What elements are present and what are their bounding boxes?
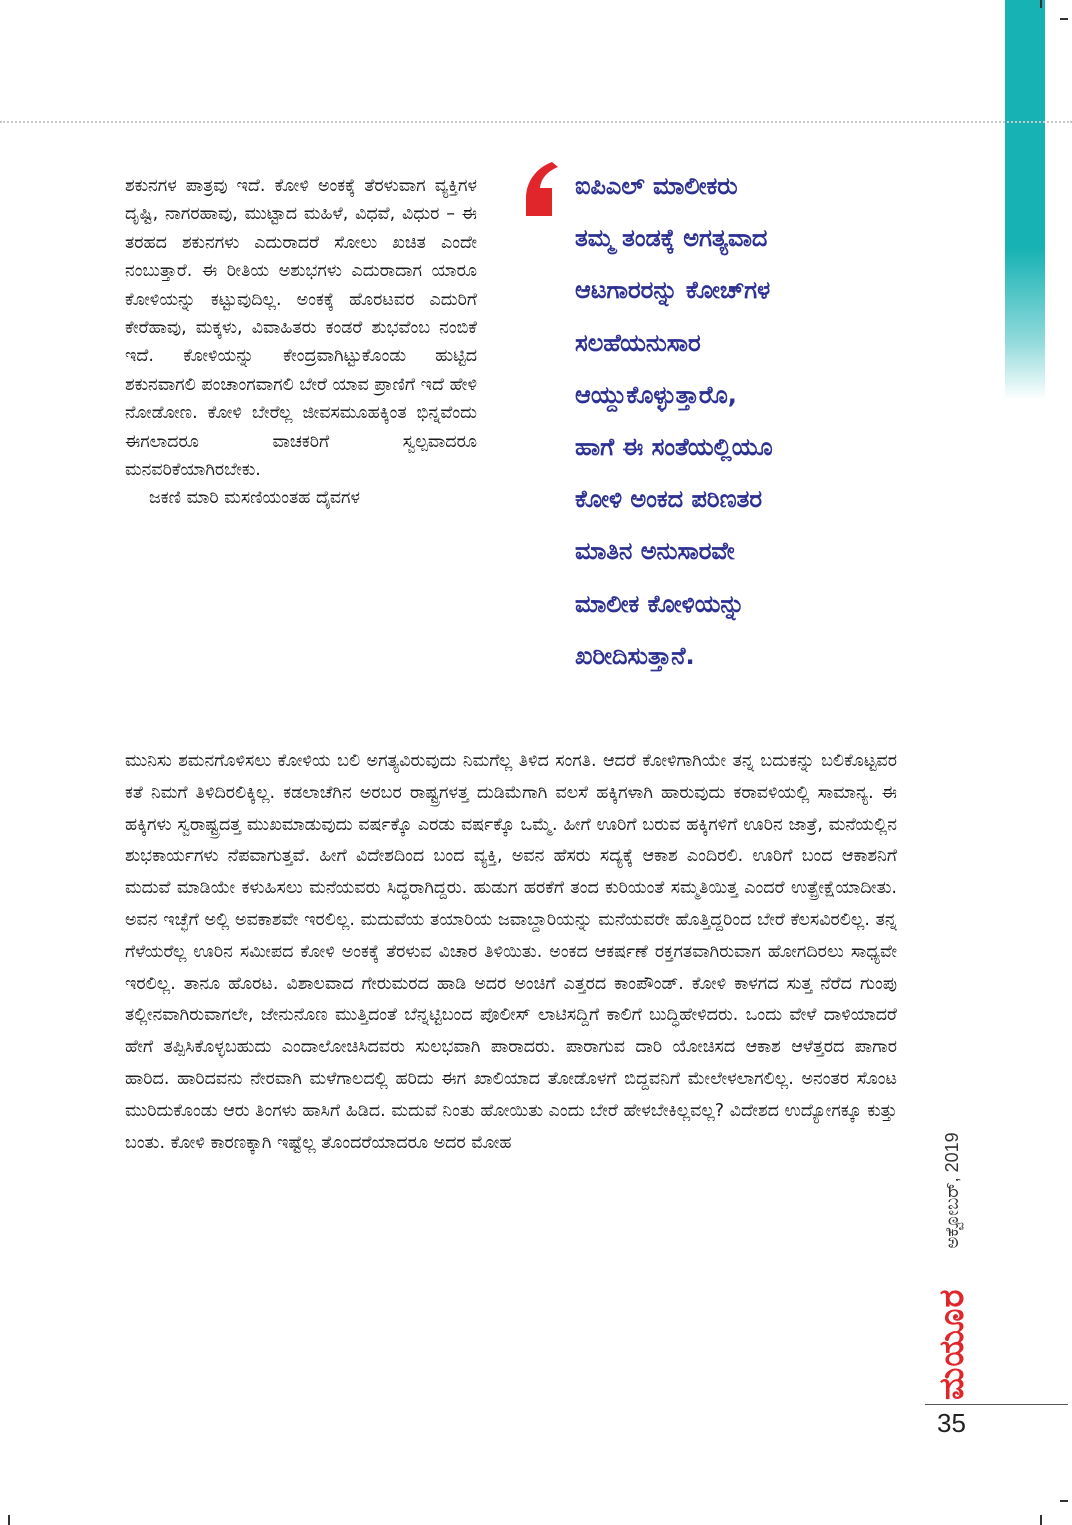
pull-quote-line: ಖರೀದಿಸುತ್ತಾನೆ.: [575, 641, 695, 670]
pull-quote-line: ಐಪಿಎಲ್ ಮಾಲೀಕರು: [575, 172, 738, 200]
pull-quote-line: ಸಲಹೆಯನುಸಾರ: [575, 328, 701, 357]
page-number: 35: [937, 1408, 966, 1438]
pull-quote-line: ಹಾಗೆ ಈ ಸಂತೆಯಲ್ಲಿಯೂ: [575, 433, 773, 462]
edge-color-band: [1005, 0, 1045, 400]
pull-quote-line: ಕೋಳಿ ಅಂಕದ ಪರಿಣತರ: [575, 485, 763, 514]
crop-mark-bottom: [1040, 1515, 1042, 1525]
left-text-column: [125, 172, 477, 513]
running-footer-vertical: [932, 1132, 972, 1400]
paragraph-start: ಜಕಣಿ ಮಾರಿ ಮಸಣಿಯಂತಹ ದೈವಗಳ: [149, 488, 361, 509]
magazine-brand: ಮಯೂರ: [932, 1288, 972, 1400]
paragraph: ಶಕುನಗಳ ಪಾತ್ರವು ಇದೆ. ಕೋಳಿ ಅಂಕಕ್ಕೆ ತೆರಳುವಾಗ ವ್ಯಕ್ತಿಗಳ ದೃಷ್ಟಿ, ನಾಗರಹಾವು, ಮುಟ್ಟಾದ ಮಹಿಳೆ, ವಿಧವೆ, ವಿಧುರ – ಈ ತರಹದ ಶಕುನಗಳು ಎದುರಾದರೆ ಸೋಲು ಖಚಿತ ಎಂದೇ ನಂಬುತ್ತಾರೆ. ಈ ರೀತಿಯ ಅಶುಭಗಳು ಎದುರಾದಾಗ ಯಾರೂ ಕೋಳಿಯನ್ನು ಕಟ್ಟುವುದಿಲ್ಲ. ಅಂಕಕ್ಕೆ ಹೊರಟವರ ಎದುರಿಗೆ ಕೇರೆಹಾವು, ಮಕ್ಕಳು, ವಿವಾಹಿತರು ಕಂಡರೆ ಶುಭವೆಂಬ ನಂಬಿಕೆ ಇದೆ. ಕೋಳಿಯನ್ನು ಕೇಂದ್ರವಾಗಿಟ್ಟುಕೊಂಡು ಹುಟ್ಟಿದ ಶಕುನವಾಗಲಿ ಪಂಚಾಂಗವಾಗಲಿ ಬೇರೆ ಯಾವ ಪ್ರಾಣಿಗೆ ಇದೆ ಹೇಳಿ ನೋಡೋಣ. ಕೋಳಿ ಬೇರೆಲ್ಲ ಜೀವಸಮೂಹಕ್ಕಿಂತ ಭಿನ್ನವೆಂದು ಈಗಲಾದರೂ ವಾಚಕರಿಗೆ ಸ್ವಲ್ಪವಾದರೂ ಮನವರಿಕೆಯಾಗಿರಬೇಕು.: [125, 176, 477, 481]
body-text-wide: [125, 746, 897, 1159]
quote-mark-icon: [522, 160, 566, 218]
crop-mark-top: [1040, 0, 1042, 8]
pull-quote-line: ಮಾತಿನ ಅನುಸಾರವೇ: [575, 537, 735, 566]
crop-mark-top-dash: [1060, 18, 1068, 20]
paragraph-continued: ಮುನಿಸು ಶಮನಗೊಳಿಸಲು ಕೋಳಿಯ ಬಲಿ ಅಗತ್ಯವಿರುವುದು ನಿಮಗೆಲ್ಲ ತಿಳಿದ ಸಂಗತಿ. ಆದರೆ ಕೋಳಿಗಾಗಿಯೇ ತನ್ನ ಬದುಕನ್ನು ಬಲಿಕೊಟ್ಟವರ ಕತೆ ನಿಮಗೆ ತಿಳಿದಿರಲಿಕ್ಕಿಲ್ಲ. ಕಡಲಾಚೆಗಿನ ಅರಬರ ರಾಷ್ಟ್ರಗಳತ್ತ ದುಡಿಮೆಗಾಗಿ ವಲಸೆ ಹಕ್ಕಿಗಳಾಗಿ ಹಾರುವುದು ಕರಾವಳಿಯಲ್ಲಿ ಸಾಮಾನ್ಯ. ಈ ಹಕ್ಕಿಗಳು ಸ್ವರಾಷ್ಟ್ರದತ್ತ ಮುಖಮಾಡುವುದು ವರ್ಷಕ್ಕೊ ಎರಡು ವರ್ಷಕ್ಕೊ ಒಮ್ಮೆ. ಹೀಗೆ ಊರಿಗೆ ಬರುವ ಹಕ್ಕಿಗಳಿಗೆ ಊರಿನ ಜಾತ್ರೆ, ಮನೆಯಲ್ಲಿನ ಶುಭಕಾರ್ಯಗಳು ನೆಪವಾಗುತ್ತವೆ. ಹೀಗೆ ವಿದೇಶದಿಂದ ಬಂದ ವ್ಯಕ್ತಿ, ಅವನ ಹೆಸರು ಸದ್ಯಕ್ಕೆ ಆಕಾಶ ಎಂದಿರಲಿ. ಊರಿಗೆ ಬಂದ ಆಕಾಶನಿಗೆ ಮದುವೆ ಮಾಡಿಯೇ ಕಳುಹಿಸಲು ಮನೆಯವರು ಸಿದ್ಧರಾಗಿದ್ದರು. ಹುಡುಗ ಹರಕೆಗೆ ತಂದ ಕುರಿಯಂತೆ ಸಮ್ಮತಿಯಿತ್ತ ಎಂದರೆ ಉತ್ಪ್ರೇಕ್ಷೆಯಾದೀತು. ಅವನ ಇಚ್ಛೆಗೆ ಅಲ್ಲಿ ಅವಕಾಶವೇ ಇರಲಿಲ್ಲ. ಮದುವೆಯ ತಯಾರಿಯ ಜವಾಬ್ದಾರಿಯನ್ನು ಮನೆಯವರೇ ಹೊತ್ತಿದ್ದರಿಂದ ಬೇರೆ ಕೆಲಸವಿರಲಿಲ್ಲ. ತನ್ನ ಗೆಳೆಯರೆಲ್ಲ ಊರಿನ ಸಮೀಪದ ಕೋಳಿ ಅಂಕಕ್ಕೆ ತೆರಳುವ ವಿಚಾರ ತಿಳಿಯಿತು. ಅಂಕದ ಆಕರ್ಷಣೆ ರಕ್ತಗತವಾಗಿರುವಾಗ ಹೋಗದಿರಲು ಸಾಧ್ಯವೇ ಇರಲಿಲ್ಲ. ತಾನೂ ಹೊರಟ. ವಿಶಾಲವಾದ ಗೇರುಮರದ ಹಾಡಿ ಅದರ ಅಂಚಿಗೆ ಎತ್ತರದ ಕಾಂಪೌಂಡ್. ಕೋಳಿ ಕಾಳಗದ ಸುತ್ತ ನೆರೆದ ಗುಂಪು ತಲ್ಲೀನವಾಗಿರುವಾಗಲೇ, ಜೇನುನೊಣ ಮುತ್ತಿದಂತೆ ಬೆನ್ನಟ್ಟಿಬಂದ ಪೊಲೀಸ್ ಲಾಟಿಸದ್ದಿಗೆ ಕಾಲಿಗೆ ಬುದ್ಧಿಹೇಳಿದರು. ಒಂದು ವೇಳೆ ದಾಳಿಯಾದರೆ ಹೇಗೆ ತಪ್ಪಿಸಿಕೊಳ್ಳಬಹುದು ಎಂದಾಲೋಚಿಸಿದವರು ಸುಲಭವಾಗಿ ಪಾರಾದರು. ಪಾರಾಗುವ ದಾರಿ ಯೋಚಿಸದ ಆಕಾಶ ಆಳೆತ್ತರದ ಪಾಗಾರ ಹಾರಿದ. ಹಾರಿದವನು ನೇರವಾಗಿ ಮಳೆಗಾಲದಲ್ಲಿ ಹರಿದು ಈಗ ಖಾಲಿಯಾದ ತೋಡೊಳಗೆ ಬಿದ್ದವನಿಗೆ ಮೇಲೇಳಲಾಗಲಿಲ್ಲ. ಅನಂತರ ಸೊಂಟ ಮುರಿದುಕೊಂಡು ಆರು ತಿಂಗಳು ಹಾಸಿಗೆ ಹಿಡಿದ. ಮದುವೆ ನಿಂತು ಹೋಯಿತು ಎಂದು ಬೇರೆ ಹೇಳಬೇಕಿಲ್ಲವಲ್ಲ? ವಿದೇಶದ ಉದ್ಯೋಗಕ್ಕೂ ಕುತ್ತು ಬಂತು. ಕೋಳಿ ಕಾರಣಕ್ಕಾಗಿ ಇಷ್ಟೆಲ್ಲ ತೊಂದರೆಯಾದರೂ ಅದರ ಮೋಹ: [125, 751, 897, 1153]
pull-quote-line: ಆಯ್ದುಕೊಳ್ಳುತ್ತಾರೊ,: [575, 380, 737, 409]
pull-quote-line: ಆಟಗಾರರನ್ನು ಕೋಚ್‌ಗಳ: [575, 276, 771, 305]
folio-rule: [925, 1404, 1068, 1405]
crop-mark-bottom-left: [8, 1515, 10, 1525]
crop-mark-bottom-dash: [1060, 1500, 1068, 1502]
pull-quote: [575, 160, 895, 682]
pull-quote-line: ಮಾಲೀಕ ಕೋಳಿಯನ್ನು: [575, 589, 745, 618]
pull-quote-line: ತಮ್ಮ ತಂಡಕ್ಕೆ ಅಗತ್ಯವಾದ: [575, 224, 768, 253]
header-dotted-rule: [0, 121, 1072, 123]
issue-date: ಅಕ್ಟೋಬರ್, 2019: [941, 1132, 962, 1249]
